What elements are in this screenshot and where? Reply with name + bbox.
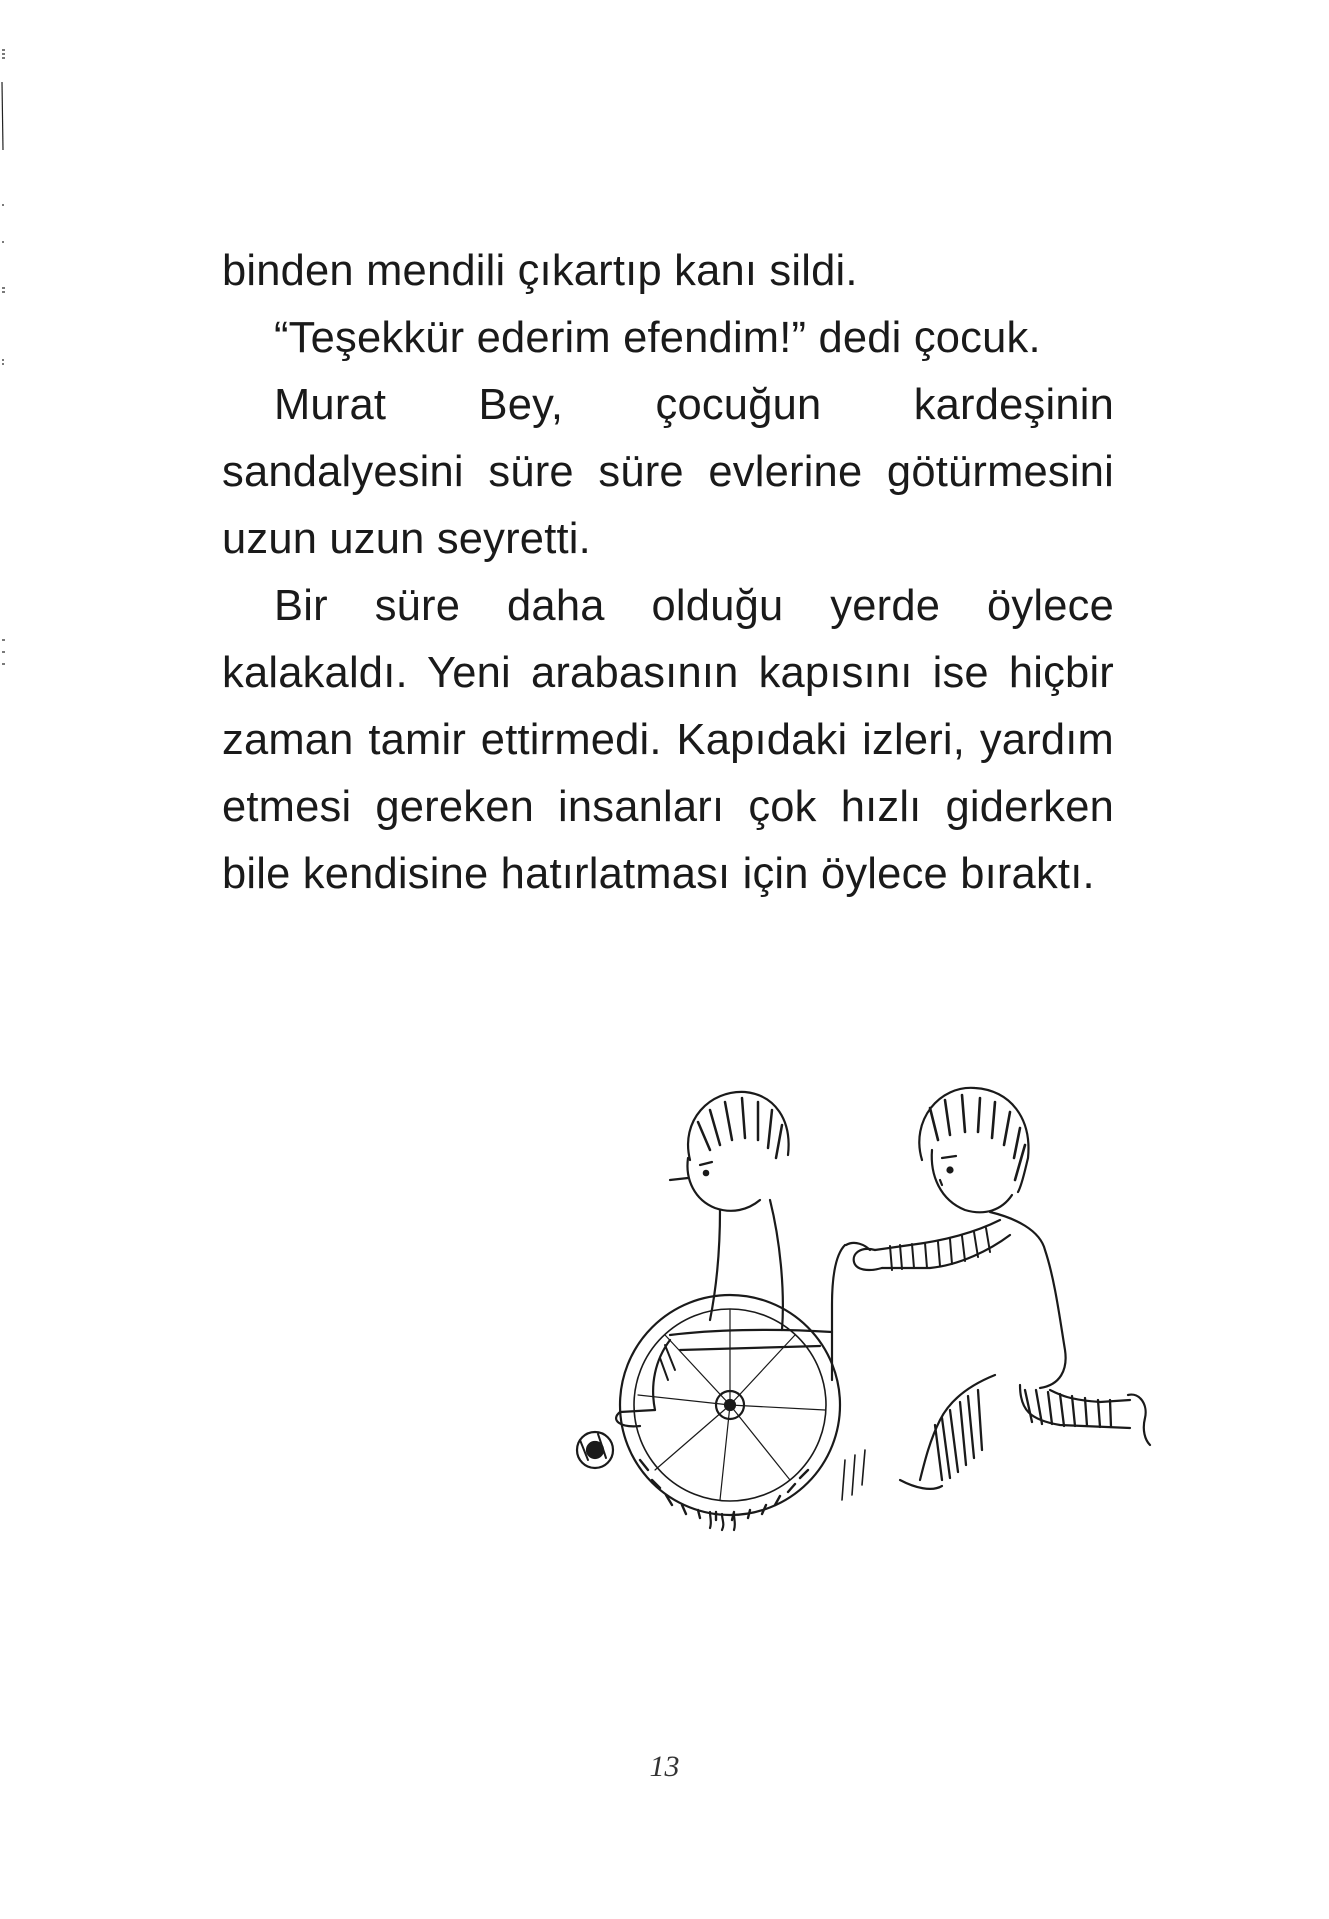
- paragraph-2: “Teşekkür ederim efendim!” dedi çocuk.: [274, 314, 1041, 362]
- paragraph-4: Bir süre daha olduğu yerde öylece kalakaldı. Yeni arabasının kapısını ise hiçbir zaman tamir ettirmedi. Kapıdaki izleri, yardım etmesi gereken insanları çok hızlı giderken bile kendisine hatırlatması için öylece bıraktı.: [222, 582, 1114, 898]
- page-edge-marks: [0, 0, 14, 700]
- story-text: [222, 238, 1114, 908]
- paragraph-1: binden mendili çıkartıp kanı sildi.: [222, 247, 858, 295]
- wheelchair-illustration: [570, 1040, 1170, 1540]
- paragraph-3: Murat Bey, çocuğun kardeşinin sandalyesini süre süre evlerine götürmesini uzun uzun seyretti.: [222, 381, 1114, 563]
- page-number: 13: [649, 1750, 680, 1783]
